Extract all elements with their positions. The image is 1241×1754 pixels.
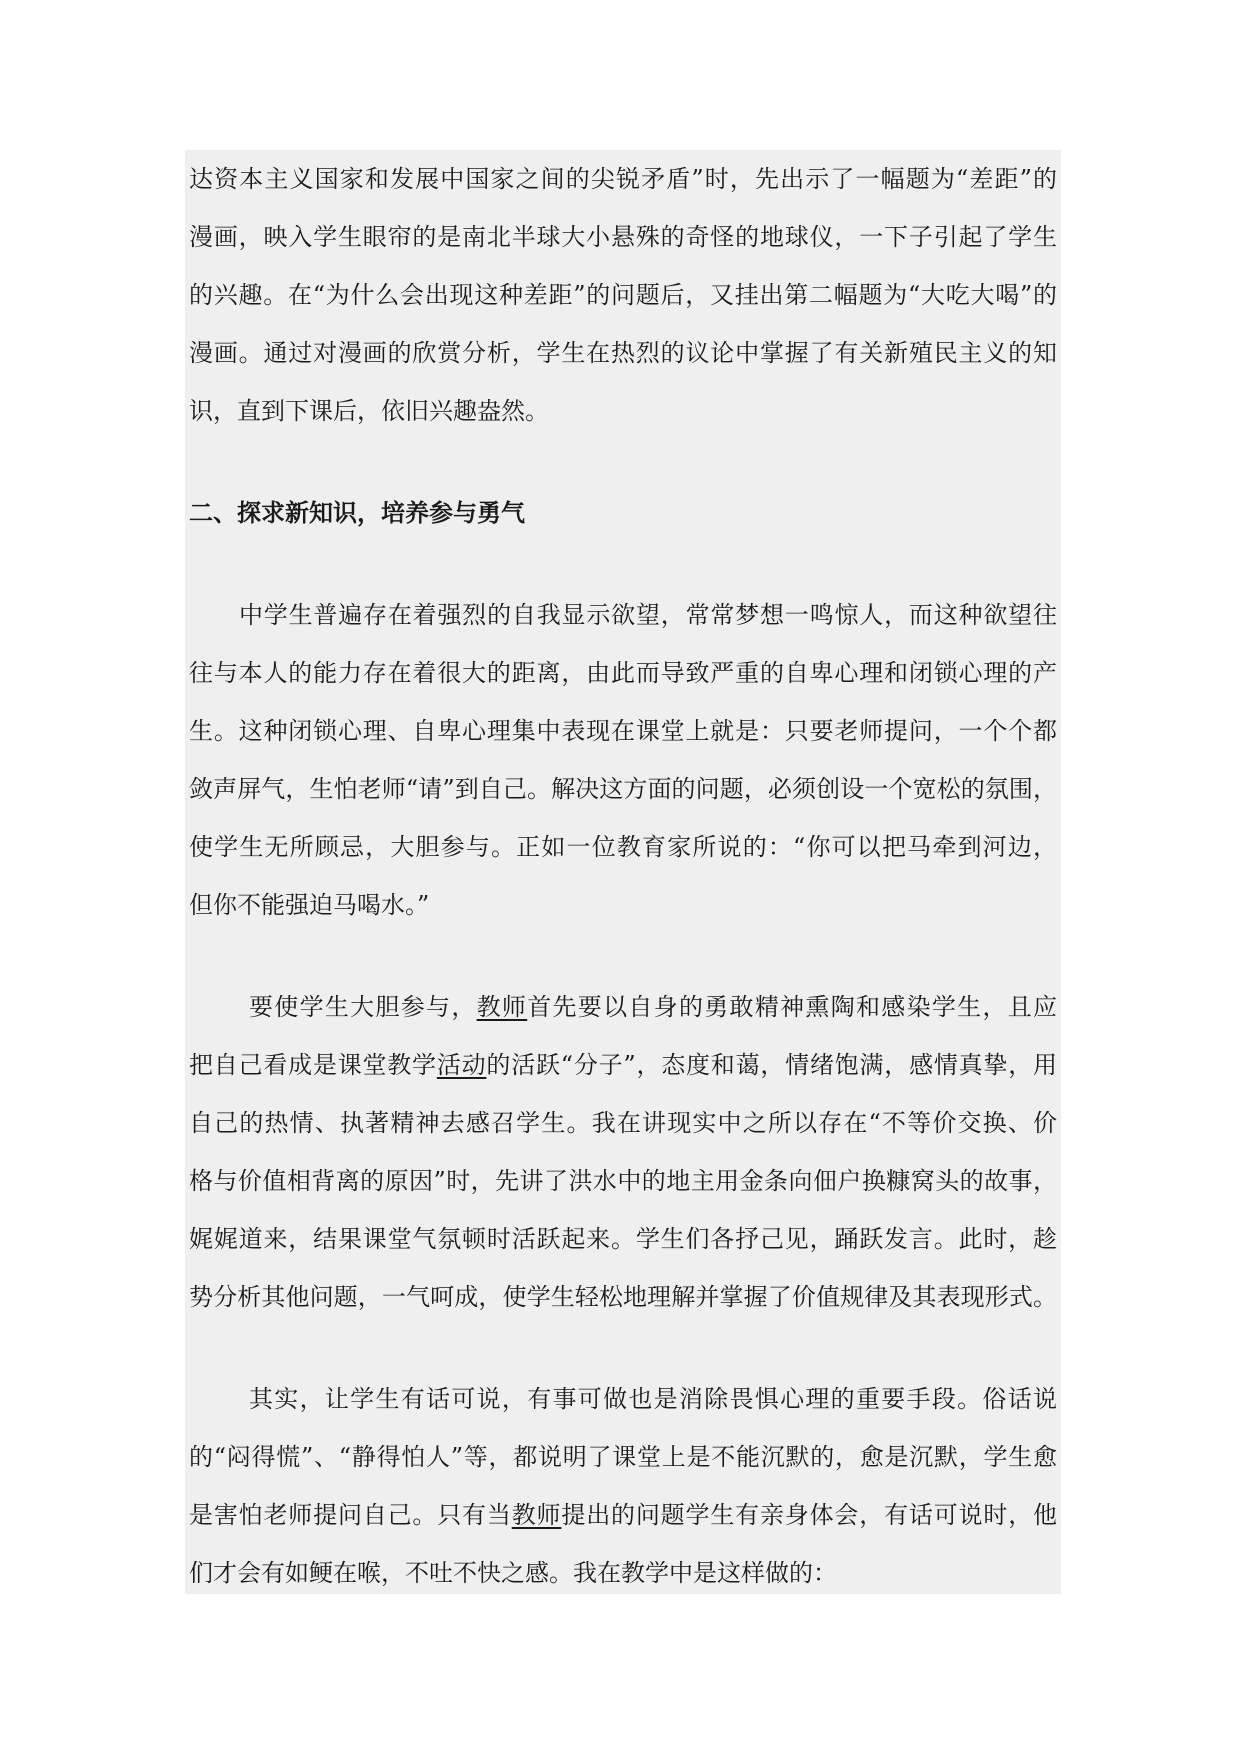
- paragraph-2: [189, 586, 1057, 934]
- text-line: 达资本主义国家和发展中国家之间的尖锐矛盾”时，先出示了一幅题为“差距”的: [189, 165, 1057, 193]
- paragraph-4: [189, 1370, 1057, 1602]
- text-span: 要使学生大胆参与，: [249, 993, 477, 1021]
- paragraph-3: [189, 978, 1057, 1326]
- text-line: 格与价值相背离的原因”时，先讲了洪水中的地主用金条向佃户换糠窝头的故事，: [189, 1167, 1057, 1195]
- paragraph-gap: [189, 934, 1057, 978]
- teacher-link[interactable]: 教师: [511, 1501, 562, 1529]
- text-span: 是害怕老师提问自己。只有当: [189, 1501, 512, 1529]
- text-span: 的活跃“分子”，态度和蔼，情绪饱满，感情真挚，用: [486, 1051, 1058, 1079]
- text-span: 把自己看成是课堂教学: [189, 1051, 437, 1079]
- teacher-link[interactable]: 教师: [476, 993, 528, 1021]
- text-line: 们才会有如鲠在喉，不吐不快之感。我在教学中是这样做的：: [189, 1559, 837, 1587]
- text-line: [189, 978, 1057, 1036]
- section-heading: 二、探求新知识，培养参与勇气: [189, 498, 525, 527]
- text-line: 敛声屏气，生怕老师“请”到自己。解决这方面的问题，必须创设一个宽松的氛围，: [189, 775, 1057, 803]
- text-line: 势分析其他问题，一气呵成，使学生轻松地理解并掌握了价值规律及其表现形式。: [189, 1283, 1057, 1311]
- text-line: 识，直到下课后，依旧兴趣盎然。: [189, 397, 549, 425]
- text-line: 中学生普遍存在着强烈的自我显示欲望，常常梦想一鸣惊人，而这种欲望往: [239, 601, 1057, 629]
- text-line: 但你不能强迫马喝水。”: [189, 891, 430, 919]
- paragraph-gap: [189, 440, 1057, 484]
- text-line: [189, 1486, 1057, 1544]
- text-line: 自己的热情、执著精神去感召学生。我在讲现实中之所以存在“不等价交换、价: [189, 1109, 1057, 1137]
- text-line: 的兴趣。在“为什么会出现这种差距”的问题后，又挂出第二幅题为“大吃大喝”的: [189, 281, 1057, 309]
- text-line: 生。这种闭锁心理、自卑心理集中表现在课堂上就是：只要老师提问，一个个都: [189, 717, 1057, 745]
- text-span: 提出的问题学生有亲身体会，有话可说时，他: [561, 1501, 1058, 1529]
- text-line: 往与本人的能力存在着很大的距离，由此而导致严重的自卑心理和闭锁心理的产: [189, 659, 1057, 687]
- text-line: 的“闷得慌”、“静得怕人”等，都说明了课堂上是不能沉默的，愈是沉默，学生愈: [189, 1443, 1057, 1471]
- document-body: [189, 150, 1057, 1602]
- text-line: 使学生无所顾忌，大胆参与。正如一位教育家所说的：“你可以把马牵到河边，: [189, 833, 1057, 861]
- text-line: [189, 1036, 1057, 1094]
- text-line: 漫画。通过对漫画的欣赏分析，学生在热烈的议论中掌握了有关新殖民主义的知: [189, 339, 1057, 367]
- text-line: 漫画，映入学生眼帘的是南北半球大小悬殊的奇怪的地球仪，一下子引起了学生: [189, 223, 1057, 251]
- text-line: 其实，让学生有话可说，有事可做也是消除畏惧心理的重要手段。俗话说: [249, 1385, 1057, 1413]
- paragraph-1: [189, 150, 1057, 440]
- activity-link[interactable]: 活动: [436, 1051, 487, 1079]
- text-span: 首先要以自身的勇敢精神熏陶和感染学生，且应: [527, 993, 1058, 1021]
- paragraph-gap: [189, 542, 1057, 586]
- paragraph-gap: [189, 1326, 1057, 1370]
- text-line: 娓娓道来，结果课堂气氛顿时活跃起来。学生们各抒己见，踊跃发言。此时，趁: [189, 1225, 1057, 1253]
